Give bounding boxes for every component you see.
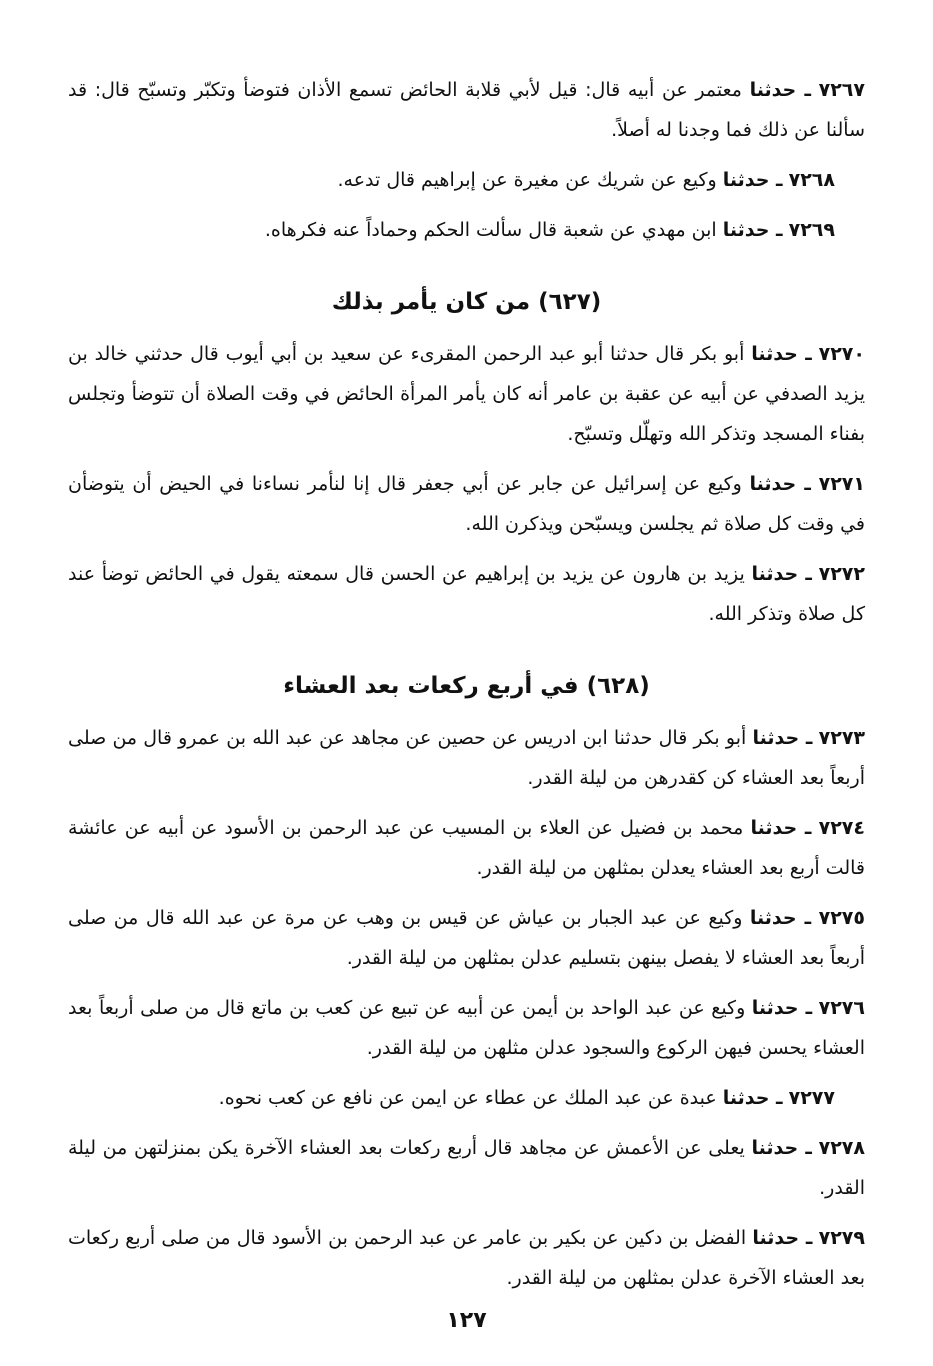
hadith-number: ٧٢٧١ (818, 473, 865, 495)
hadith-text: أبو بكر قال حدثنا ابن ادريس عن حصين عن مجاهد عن عبد الله بن عمرو قال من صلى أربعاً بعد العشاء كن كقدرهن من ليلة القدر. (68, 727, 865, 789)
hadith-text: محمد بن فضيل عن العلاء بن المسيب عن عبد الرحمن بن الأسود عن أبيه عن عائشة قالت أربع بعد العشاء يعدلن بمثلهن من ليلة القدر. (68, 817, 865, 879)
hadith-entry (68, 1218, 865, 1298)
hadith-narration-word: ـ حدثنا (749, 79, 811, 101)
hadith-narration-word: ـ حدثنا (751, 563, 812, 585)
chapter-heading: (٦٢٧) من كان يأمر بذلك (331, 289, 602, 315)
section-627 (68, 334, 865, 634)
hadith-text: يعلى عن الأعمش عن مجاهد قال أربع ركعات بعد العشاء الآخرة يكن بمنزلتهن من ليلة القدر. (68, 1137, 865, 1199)
section-continued (68, 70, 865, 250)
hadith-narration-word: ـ حدثنا (750, 817, 812, 839)
hadith-narration-word: ـ حدثنا (722, 1087, 783, 1109)
hadith-number: ٧٢٦٨ (788, 169, 835, 191)
section-628 (68, 718, 865, 1298)
hadith-narration-word: ـ حدثنا (722, 169, 783, 191)
hadith-entry (68, 464, 865, 544)
hadith-entry (68, 1078, 865, 1118)
hadith-number: ٧٢٧٠ (818, 343, 865, 365)
hadith-narration-word: ـ حدثنا (751, 997, 813, 1019)
hadith-entry (68, 988, 865, 1068)
hadith-number: ٧٢٧٥ (818, 907, 865, 929)
hadith-narration-word: ـ حدثنا (751, 343, 812, 365)
hadith-narration-word: ـ حدثنا (751, 1137, 812, 1159)
hadith-number: ٧٢٧٨ (818, 1137, 865, 1159)
hadith-text: معتمر عن أبيه قال: قيل لأبي قلابة الحائض تسمع الأذان فتوضأ وتكبّر وتسبّح قال: قد سألنا عن ذلك فما وجدنا له أصلاً. (68, 79, 865, 141)
hadith-entry (68, 554, 865, 634)
hadith-number: ٧٢٧٧ (788, 1087, 835, 1109)
hadith-narration-word: ـ حدثنا (749, 473, 811, 495)
hadith-text: عبدة عن عبد الملك عن عطاء عن ايمن عن نافع عن كعب نحوه. (218, 1087, 717, 1109)
hadith-narration-word: ـ حدثنا (722, 219, 783, 241)
hadith-text: يزيد بن هارون عن يزيد بن إبراهيم عن الحسن قال سمعته يقول في الحائض توضأ عند كل صلاة وتذكر الله. (68, 563, 865, 625)
hadith-entry (68, 898, 865, 978)
hadith-text: وكيع عن شريك عن مغيرة عن إبراهيم قال تدعه. (337, 169, 717, 191)
hadith-number: ٧٢٧٢ (818, 563, 865, 585)
hadith-number: ٧٢٦٩ (788, 219, 835, 241)
hadith-narration-word: ـ حدثنا (752, 1227, 813, 1249)
hadith-number: ٧٢٧٦ (818, 997, 865, 1019)
hadith-text: وكيع عن إسرائيل عن جابر عن أبي جعفر قال إنا لنأمر نساءنا في الحيض أن يتوضأن في وقت كل صلاة ثم يجلسن ويسبّحن ويذكرن الله. (68, 473, 865, 535)
hadith-entry (68, 808, 865, 888)
hadith-entry (68, 1128, 865, 1208)
hadith-entry (68, 210, 865, 250)
hadith-number: ٧٢٧٣ (818, 727, 866, 749)
page-number: ١٢٧ (446, 1308, 487, 1333)
hadith-narration-word: ـ حدثنا (752, 727, 813, 749)
hadith-entry (68, 334, 865, 454)
hadith-text: وكيع عن عبد الواحد بن أيمن عن أبيه عن تبيع عن كعب بن ماتع قال من صلى أربعاً بعد العشاء يحسن فيهن الركوع والسجود عدلن مثلهن من ليلة القدر. (68, 997, 865, 1059)
hadith-text: الفضل بن دكين عن بكير بن عامر عن عبد الرحمن بن الأسود قال من صلى أربع ركعات بعد العشاء الآخرة عدلن بمثلهن من ليلة القدر. (68, 1227, 865, 1289)
chapter-heading: (٦٢٨) في أربع ركعات بعد العشاء (283, 673, 650, 699)
hadith-text: ابن مهدي عن شعبة قال سألت الحكم وحماداً عنه فكرهاه. (264, 219, 717, 241)
hadith-number: ٧٢٦٧ (818, 79, 865, 101)
hadith-entry (68, 160, 865, 200)
hadith-number: ٧٢٧٩ (818, 1227, 865, 1249)
hadith-number: ٧٢٧٤ (818, 817, 865, 839)
hadith-entry (68, 718, 865, 798)
hadith-narration-word: ـ حدثنا (749, 907, 812, 929)
hadith-entry (68, 70, 865, 150)
hadith-text: أبو بكر قال حدثنا أبو عبد الرحمن المقرىء عن سعيد بن أبي أيوب قال حدثني خالد بن يزيد الصدفي عن أبيه عن عقبة بن عامر أنه كان يأمر المرأة الحائض في وقت الصلاة أن تتوضأ وتجلس بفناء المسجد وتذكر الله وتهلّل وتسبّح. (68, 343, 865, 445)
hadith-text: وكيع عن عبد الجبار بن عياش عن قيس بن وهب عن مرة عن عبد الله قال من صلى أربعاً بعد العشاء لا يفصل بينهن بتسليم عدلن بمثلهن من ليلة القدر. (68, 907, 865, 969)
